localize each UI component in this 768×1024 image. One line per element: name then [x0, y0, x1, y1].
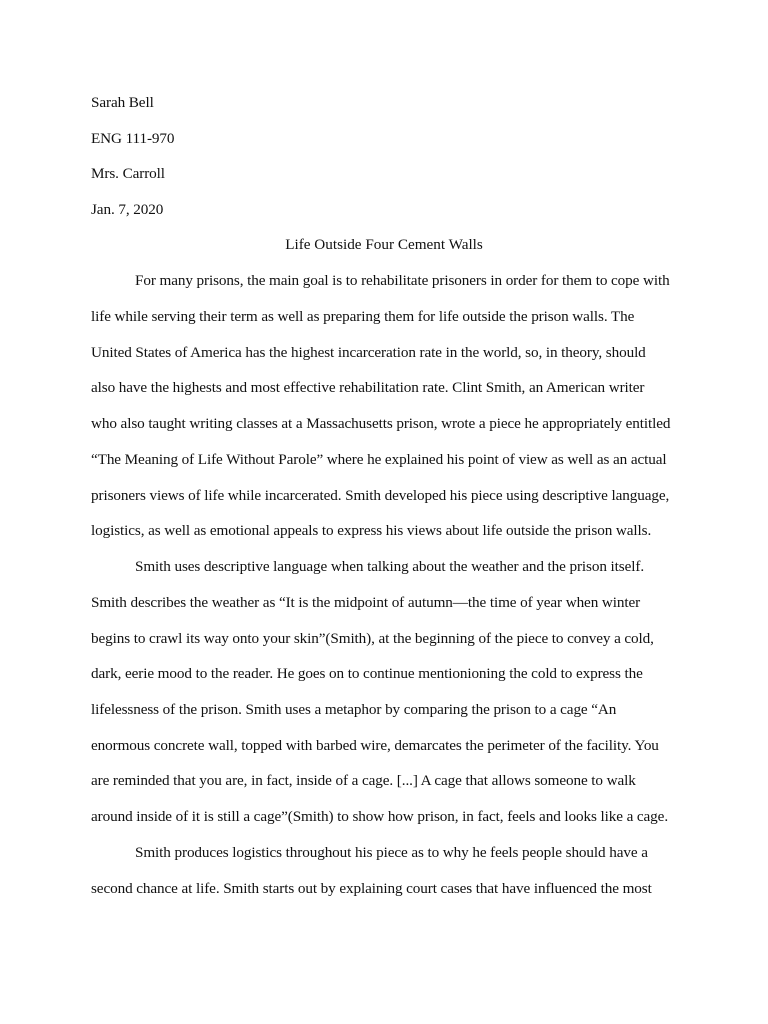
paragraph-2-line-3: begins to crawl its way onto your skin”(Smith), at the beginning of the piece to convey a cold, [91, 630, 654, 647]
author-name: Sarah Bell [91, 94, 154, 111]
course-code: ENG 111-970 [91, 130, 175, 147]
instructor-name: Mrs. Carroll [91, 165, 165, 182]
paragraph-2-line-7: are reminded that you are, in fact, inside of a cage. [...] A cage that allows someone to walk [91, 772, 636, 789]
paragraph-3-line-2: second chance at life. Smith starts out by explaining court cases that have influenced the most [91, 880, 652, 897]
paragraph-1-line-3: United States of America has the highest incarceration rate in the world, so, in theory, should [91, 344, 646, 361]
paragraph-2-line-2: Smith describes the weather as “It is the midpoint of autumn—the time of year when winter [91, 594, 641, 611]
paragraph-2-line-8: around inside of it is still a cage”(Smith) to show how prison, in fact, feels and looks like a cage. [91, 808, 669, 825]
paragraph-1-line-5: who also taught writing classes at a Massachusetts prison, wrote a piece he appropriately entitled [91, 415, 671, 432]
paragraph-2-line-5: lifelessness of the prison. Smith uses a metaphor by comparing the prison to a cage “An [91, 701, 617, 718]
paragraph-1-line-6: “The Meaning of Life Without Parole” where he explained his point of view as well as an actual [91, 451, 667, 468]
paragraph-3-line-1: Smith produces logistics throughout his piece as to why he feels people should have a [135, 844, 648, 861]
paragraph-2-line-1: Smith uses descriptive language when talking about the weather and the prison itself. [135, 558, 645, 575]
date: Jan. 7, 2020 [91, 201, 164, 218]
paragraph-2-line-6: enormous concrete wall, topped with barbed wire, demarcates the perimeter of the facility. You [91, 737, 659, 754]
paragraph-1-line-4: also have the highests and most effective rehabilitation rate. Clint Smith, an American writer [91, 379, 645, 396]
paragraph-1-line-8: logistics, as well as emotional appeals to express his views about life outside the prison walls. [91, 522, 652, 539]
paragraph-1-line-1: For many prisons, the main goal is to rehabilitate prisoners in order for them to cope with [135, 272, 670, 289]
essay-title: Life Outside Four Cement Walls [285, 236, 483, 253]
paragraph-1-line-7: prisoners views of life while incarcerated. Smith developed his piece using descriptive language, [91, 487, 670, 504]
paragraph-2-line-4: dark, eerie mood to the reader. He goes on to continue mentionioning the cold to express the [91, 665, 643, 682]
paragraph-1-line-2: life while serving their term as well as preparing them for life outside the prison walls. The [91, 308, 635, 325]
